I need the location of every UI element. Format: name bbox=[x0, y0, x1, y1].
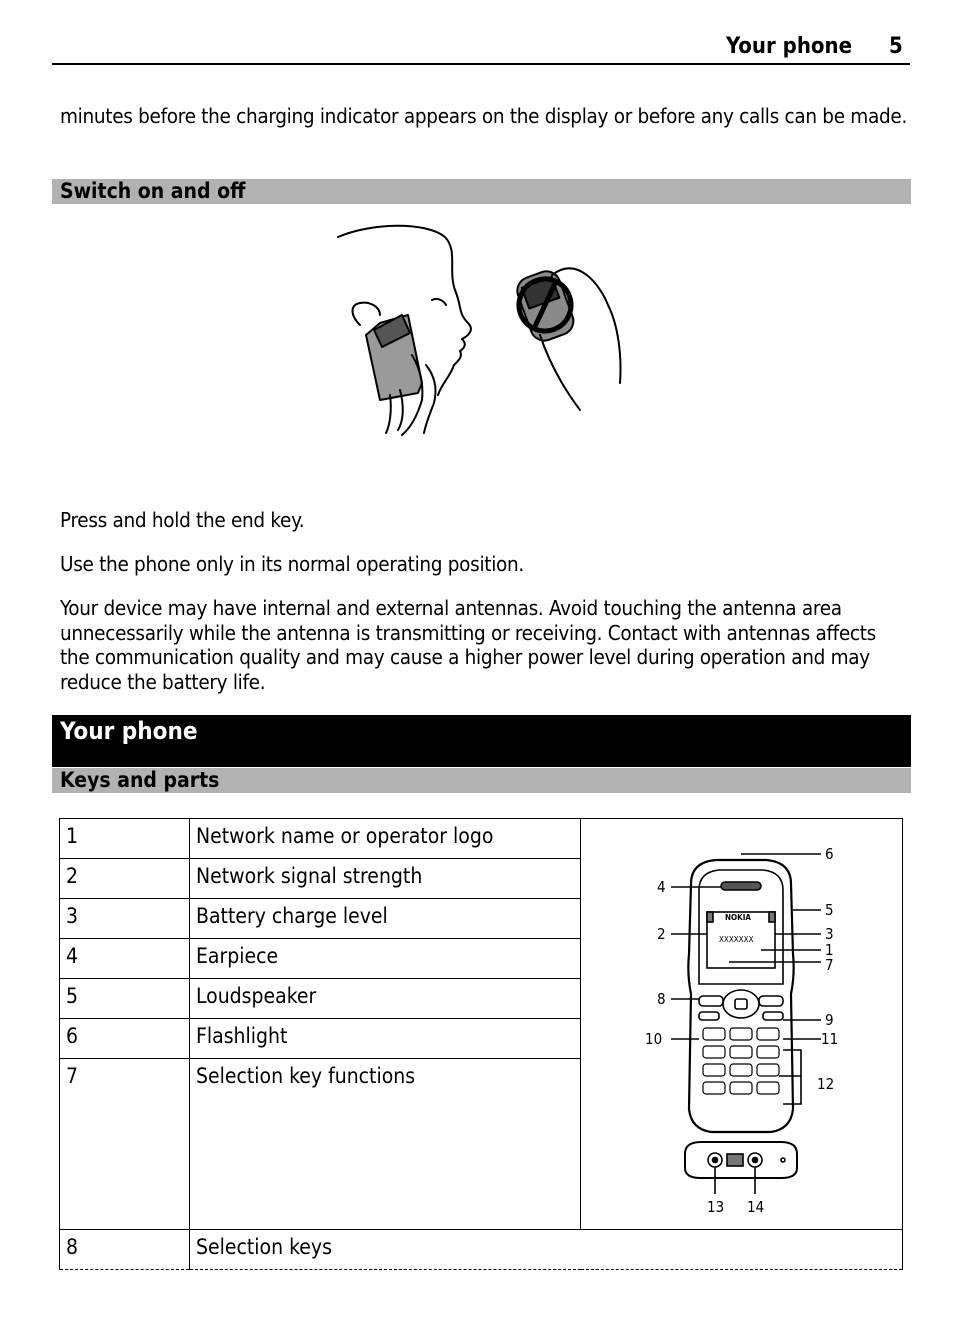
part-number: 2 bbox=[60, 859, 190, 899]
part-number: 8 bbox=[60, 1230, 190, 1270]
part-number: 5 bbox=[60, 979, 190, 1019]
callout-label: 5 bbox=[825, 901, 834, 919]
section-heading-bar bbox=[52, 179, 911, 204]
table-row bbox=[60, 819, 903, 859]
callout-label: 8 bbox=[657, 990, 666, 1008]
callout-label: 13 bbox=[707, 1198, 725, 1216]
callout-label: 6 bbox=[825, 845, 834, 863]
intro-paragraph: minutes before the charging indicator appears on the display or before any calls can be made. bbox=[60, 104, 907, 128]
phone-diagram-cell bbox=[581, 819, 903, 1230]
header-rule bbox=[52, 63, 910, 65]
screen-placeholder: XXXXXXX bbox=[719, 935, 754, 944]
chapter-heading-bar bbox=[52, 715, 911, 767]
part-number: 6 bbox=[60, 1019, 190, 1059]
instruction-paragraph: Use the phone only in its normal operating position. bbox=[60, 552, 524, 576]
phone-parts-diagram bbox=[641, 844, 841, 1224]
page-number: 5 bbox=[889, 34, 903, 59]
part-label: Selection keys bbox=[190, 1230, 903, 1270]
table-row bbox=[60, 1230, 903, 1270]
section-heading-keys: Keys and parts bbox=[60, 768, 220, 792]
chapter-title: Your phone bbox=[60, 717, 198, 745]
callout-label: 12 bbox=[817, 1075, 835, 1093]
part-label: Earpiece bbox=[190, 939, 581, 979]
part-label: Flashlight bbox=[190, 1019, 581, 1059]
callout-label: 3 bbox=[825, 925, 834, 943]
phone-usage-illustration bbox=[330, 215, 640, 445]
running-header-title: Your phone bbox=[726, 34, 853, 59]
part-label: Network name or operator logo bbox=[190, 819, 581, 859]
section-heading-switch: Switch on and off bbox=[60, 179, 246, 203]
section-heading-bar bbox=[52, 768, 911, 793]
callout-label: 2 bbox=[657, 925, 666, 943]
callout-label: 10 bbox=[645, 1030, 663, 1048]
part-label: Network signal strength bbox=[190, 859, 581, 899]
part-number: 4 bbox=[60, 939, 190, 979]
part-label: Loudspeaker bbox=[190, 979, 581, 1019]
antenna-warning-paragraph: Your device may have internal and external antennas. Avoid touching the antenna area unnecessarily while the antenna is transmitting or receiving. Contact with antennas affects the communication quality and may cause a higher power level during operation and may reduce the battery life. bbox=[60, 596, 876, 694]
part-number: 3 bbox=[60, 899, 190, 939]
part-label: Selection key functions bbox=[190, 1059, 581, 1230]
callout-label: 9 bbox=[825, 1011, 834, 1029]
brand-logo: NOKIA bbox=[725, 913, 751, 922]
part-label: Battery charge level bbox=[190, 899, 581, 939]
part-number: 1 bbox=[60, 819, 190, 859]
part-number: 7 bbox=[60, 1059, 190, 1230]
instruction-paragraph: Press and hold the end key. bbox=[60, 508, 305, 532]
callout-label: 11 bbox=[821, 1030, 839, 1048]
callout-label: 4 bbox=[657, 878, 666, 896]
callout-label: 7 bbox=[825, 956, 834, 974]
keys-and-parts-table bbox=[59, 818, 903, 1270]
callout-label: 14 bbox=[747, 1198, 765, 1216]
callout-label: 1 bbox=[825, 941, 834, 959]
